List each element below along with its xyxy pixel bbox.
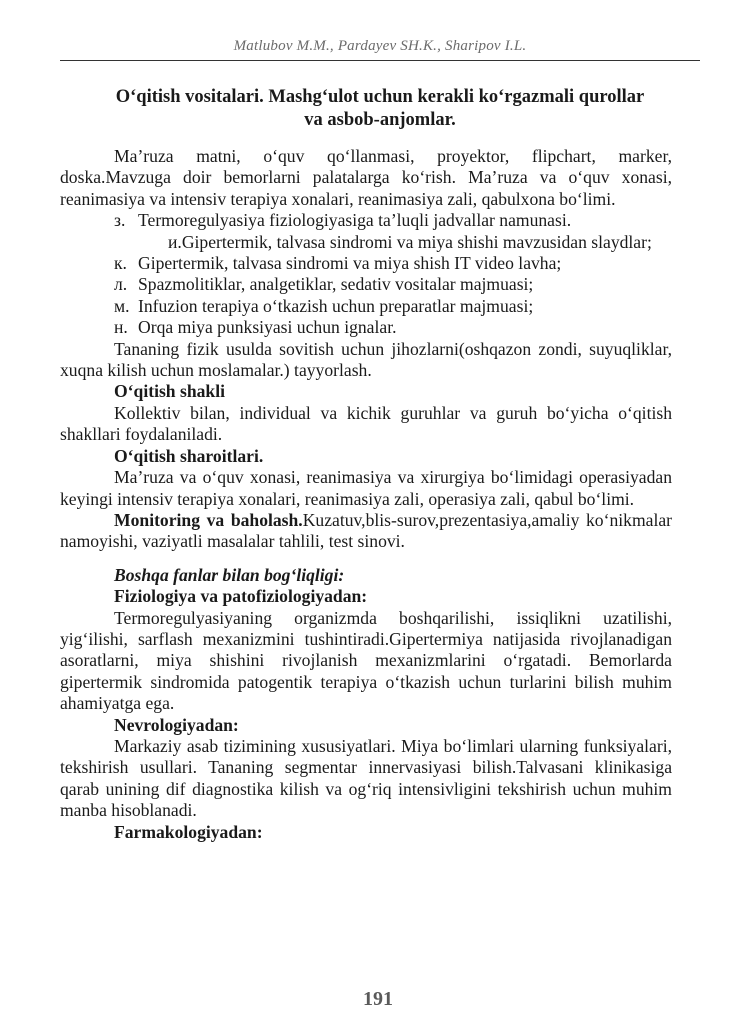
monitoring-label: Monitoring va baholash. — [114, 509, 303, 530]
vositalar-intro: Ma’ruza matni, o‘quv qo‘llanmasi, proyektor, flipchart, marker, doska.Mavzuga doir bemorlarni palatalarga ko‘rish. Ma’ruza va o‘quv xonasi, reanimasiya va intensiv terapiya xonalari, reanimasiya zali, qabulxona bo‘limi. — [60, 146, 672, 209]
list-item-text: Infuzion terapiya o‘tkazish uchun preparatlar majmuasi; — [138, 295, 534, 316]
fiziologiya-text: Termoregulyasiyaning organizmda boshqarilishi, issiqlikni uzatilishi, yig‘ilishi, sarflash mexanizmini tushintiradi.Gipertermiya natijasida rivojlanadigan asoratlarni, miya shishini rivojlanish mexanizmlarini o‘rgatadi. Bemorlarda gipertermik sindromida patogentik terapiya o‘tkazish uchun turlarini bilish muhim ahamiyatga ega. — [60, 607, 672, 714]
header-rule — [60, 60, 700, 61]
section-title — [60, 86, 700, 132]
farmakologiya-heading: Farmakologiyadan: — [114, 821, 263, 842]
vositalar-closing: Tananing fizik usulda sovitish uchun jihozlarni(oshqazon zondi, suyuqliklar, xuqna kilish uchun moslamalar.) tayyorlash. — [60, 338, 672, 381]
list-item — [60, 317, 672, 338]
shakli-heading: O‘qitish shakli — [114, 381, 225, 402]
list-item-text: Gipertermik, talvasa sindromi va miya shishi mavzusidan slaydlar; — [181, 231, 652, 252]
fiziologiya-heading: Fiziologiya va patofiziologiyadan: — [114, 586, 368, 607]
list-marker: и. — [168, 231, 182, 252]
page-body — [60, 146, 672, 843]
nevrologiya-text: Markaziy asab tizimining xususiyatlari. Miya bo‘limlari ularning funksiyalari, tekshirish usullari. Tananing segmentar innervasiyasi bilish.Talvasani klinikasiga qarab unining dif diagnostika kilish va og‘riq intensivligini tekshirish uchun muhim manba hisoblanadi. — [60, 735, 672, 821]
monitoring-paragraph — [60, 510, 672, 553]
list-item-text: Orqa miya punksiyasi uchun ignalar. — [138, 317, 397, 338]
list-item — [60, 296, 672, 317]
sharoitlari-text: Ma’ruza va o‘quv xonasi, reanimasiya va xirurgiya bo‘limidagi operasiyadan keyingi intensiv terapiya xonalari, reanimasiya zali, operasiya zali, qabul bo‘limi. — [60, 467, 672, 509]
sharoitlari-heading: O‘qitish sharoitlari. — [114, 445, 264, 466]
boshqa-heading: Boshqa fanlar bilan bog‘liqligi: — [114, 564, 345, 585]
list-marker: л. — [114, 274, 128, 295]
list-marker: з. — [114, 210, 126, 231]
section-title-line-2: va asbob-anjomlar. — [304, 110, 456, 130]
list-item — [60, 253, 672, 274]
monitoring-text: Kuzatuv,blis-surov,prezentasiya,amaliy ko‘nikmalar namoyishi, vaziyatli masalalar tahlili, test sinovi. — [60, 509, 672, 552]
nevrologiya-heading: Nevrologiyadan: — [114, 714, 239, 735]
list-item-text: Gipertermik, talvasa sindromi va miya shish IT video lavha; — [138, 253, 562, 274]
list-item-text: Termoregulyasiya fiziologiyasiga ta’luqli jadvallar namunasi. — [138, 210, 572, 231]
section-title-line-1: O‘qitish vositalari. Mashg‘ulot uchun kerakli ko‘rgazmali qurollar — [115, 87, 645, 107]
shakli-text: Kollektiv bilan, individual va kichik guruhlar va guruh bo‘yicha o‘qitish shakllari foydalaniladi. — [60, 402, 672, 445]
list-item — [60, 232, 672, 253]
list-item-text: Spazmolitiklar, analgetiklar, sedativ vositalar majmuasi; — [138, 274, 534, 295]
page-number: 191 — [363, 988, 393, 1010]
running-header: Matlubov M.M., Pardayev SH.K., Sharipov I.L. — [233, 38, 527, 54]
list-marker: н. — [114, 317, 128, 338]
list-marker: к. — [114, 253, 127, 274]
list-marker: м. — [114, 295, 130, 316]
list-item — [60, 210, 672, 231]
list-item — [60, 274, 672, 295]
